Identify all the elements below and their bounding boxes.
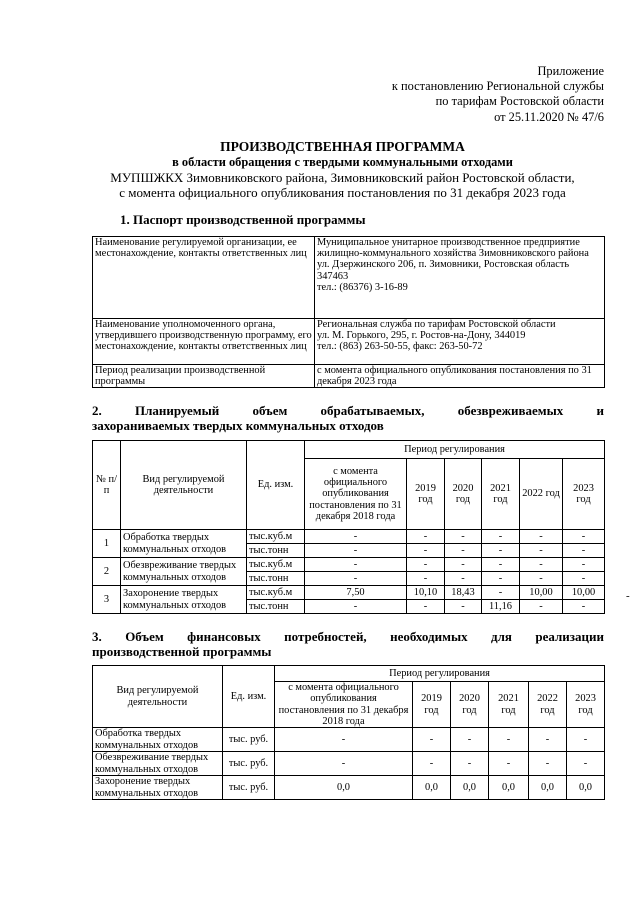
passport-value <box>315 237 605 319</box>
passport-value-line: ул. М. Горького, 295, г. Ростов-на-Дону, 344019 <box>317 330 526 342</box>
cell-value: - <box>563 558 605 572</box>
cell-value: - <box>305 600 407 614</box>
passport-row <box>93 319 605 365</box>
appendix-line: к постановлению Региональной службы <box>391 79 604 94</box>
cell-activity: Обезвреживание твердых коммунальных отходов <box>93 752 223 776</box>
cell-value: - <box>520 530 563 544</box>
header-year: 2022 год <box>520 459 563 530</box>
passport-value-line: тел.: (86376) 3-16-89 <box>317 281 408 293</box>
header-period: Период регулирования <box>275 666 605 682</box>
cell-num: 2 <box>93 558 121 586</box>
cell-value: 0,0 <box>413 776 451 800</box>
cell-value: - <box>445 544 482 558</box>
header-activity: Вид регулируемой деятельности <box>93 666 223 728</box>
cell-value: - <box>305 544 407 558</box>
section3-heading <box>92 629 604 659</box>
cell-value: - <box>445 530 482 544</box>
cell-value: 10,10 <box>407 586 445 600</box>
cell-value: - <box>407 530 445 544</box>
cell-value: - <box>520 544 563 558</box>
cell-unit: тыс.куб.м <box>247 558 305 572</box>
cell-unit: тыс.тонн <box>247 600 305 614</box>
cell-unit: тыс. руб. <box>223 752 275 776</box>
cell-value: - <box>520 572 563 586</box>
header-num: № п/п <box>93 441 121 530</box>
cell-value: 10,00 <box>520 586 563 600</box>
passport-label: Наименование уполномоченного органа, утвердившего производственную программу, его местонахождение, контакты ответственных лиц <box>93 319 315 365</box>
cell-value: - <box>407 544 445 558</box>
passport-row <box>93 365 605 388</box>
cell-value: 11,16 <box>482 600 520 614</box>
cell-value: - <box>305 558 407 572</box>
cell-value: - <box>451 728 489 752</box>
table-row <box>93 530 605 544</box>
cell-value: - <box>563 600 605 614</box>
passport-value-line: с момента официального опубликования постановления по 31 декабря 2023 года <box>317 365 592 388</box>
cell-value: - <box>489 752 529 776</box>
document-title <box>90 139 595 200</box>
cell-value: - <box>567 728 605 752</box>
passport-value-line: Региональная служба по тарифам Ростовской области <box>317 319 556 330</box>
title-main: ПРОИЗВОДСТВЕННАЯ ПРОГРАММА <box>220 139 465 154</box>
header-year: 2021 год <box>482 459 520 530</box>
cell-value: - <box>407 600 445 614</box>
section1-heading: 1. Паспорт производственной программы <box>120 212 366 227</box>
cell-value: - <box>520 558 563 572</box>
passport-label: Наименование регулируемой организации, ее местонахождение, контакты ответственных лиц <box>93 237 315 319</box>
header-activity: Вид регулируемой деятельности <box>121 441 247 530</box>
header-year: 2023 год <box>567 682 605 728</box>
cell-value: 0,0 <box>529 776 567 800</box>
cell-value: - <box>305 572 407 586</box>
section3-heading-line1: 3. Объем финансовых потребностей, необходимых для реализации <box>92 629 604 644</box>
cell-unit: тыс.куб.м <box>247 530 305 544</box>
cell-value: - <box>275 752 413 776</box>
section2-heading-line2: захораниваемых твердых коммунальных отходов <box>92 418 384 433</box>
header-year: 2020 год <box>451 682 489 728</box>
header-year: 2023 год <box>563 459 605 530</box>
cell-activity: Захоронение твердых коммунальных отходов <box>93 776 223 800</box>
table-row <box>93 728 605 752</box>
title-period: с момента официального опубликования постановления по 31 декабря 2023 года <box>119 185 566 200</box>
table-row <box>93 558 605 572</box>
cell-value: - <box>445 572 482 586</box>
passport-table <box>92 236 605 388</box>
cell-activity: Обработка твердых коммунальных отходов <box>93 728 223 752</box>
header-period: Период регулирования <box>305 441 605 459</box>
volume-table <box>92 440 605 614</box>
cell-value: - <box>275 728 413 752</box>
passport-value <box>315 365 605 388</box>
cell-unit: тыс. руб. <box>223 728 275 752</box>
header-year: 2019 год <box>407 459 445 530</box>
header-year: 2020 год <box>445 459 482 530</box>
table-header-row <box>93 666 605 682</box>
cell-unit: тыс.тонн <box>247 544 305 558</box>
cell-num: 3 <box>93 586 121 614</box>
cell-value: 0,0 <box>489 776 529 800</box>
passport-label: Период реализации производственной программы <box>93 365 315 388</box>
title-sub: в области обращения с твердыми коммунальными отходами <box>172 155 513 169</box>
cell-value: 18,43 <box>445 586 482 600</box>
cell-unit: тыс.тонн <box>247 572 305 586</box>
cell-activity: Обезвреживание твердых коммунальных отходов <box>121 558 247 586</box>
cell-value: - <box>567 752 605 776</box>
cell-value: - <box>482 586 520 600</box>
cell-value: - <box>482 530 520 544</box>
passport-row <box>93 237 605 319</box>
section3-heading-line2: производственной программы <box>92 644 272 659</box>
cell-value: - <box>489 728 529 752</box>
margin-mark: - <box>626 590 630 602</box>
cell-value: - <box>529 728 567 752</box>
header-unit: Ед. изм. <box>247 441 305 530</box>
appendix-line: Приложение <box>537 64 604 78</box>
cell-value: - <box>407 558 445 572</box>
header-from: с момента официального опубликования постановления по 31 декабря 2018 года <box>305 459 407 530</box>
cell-value: 10,00 <box>563 586 605 600</box>
header-from: с момента официального опубликования постановления по 31 декабря 2018 года <box>275 682 413 728</box>
header-unit: Ед. изм. <box>223 666 275 728</box>
cell-value: - <box>482 572 520 586</box>
cell-value: - <box>445 558 482 572</box>
cell-unit: тыс. руб. <box>223 776 275 800</box>
header-year: 2021 год <box>489 682 529 728</box>
appendix-line: от 25.11.2020 № 47/6 <box>494 109 604 124</box>
cell-value: - <box>445 600 482 614</box>
passport-value-line: тел.: (863) 263-50-55, факс: 263-50-72 <box>317 341 483 353</box>
cell-value: - <box>413 728 451 752</box>
cell-value: - <box>563 572 605 586</box>
section2-heading <box>92 403 604 433</box>
cell-value: - <box>563 530 605 544</box>
section2-heading-line1: 2. Планируемый объем обрабатываемых, обезвреживаемых и <box>92 403 604 418</box>
cell-activity: Обработка твердых коммунальных отходов <box>121 530 247 558</box>
cell-activity: Захоронение твердых коммунальных отходов <box>121 586 247 614</box>
cell-value: 7,50 <box>305 586 407 600</box>
cell-value: - <box>482 558 520 572</box>
cell-value: 0,0 <box>451 776 489 800</box>
appendix-line: по тарифам Ростовской области <box>435 94 604 109</box>
cell-value: 0,0 <box>567 776 605 800</box>
cell-value: - <box>451 752 489 776</box>
passport-value <box>315 319 605 365</box>
cell-value: - <box>520 600 563 614</box>
cell-value: - <box>563 544 605 558</box>
cell-num: 1 <box>93 530 121 558</box>
table-row <box>93 776 605 800</box>
title-org: МУПШЖКХ Зимовниковского района, Зимовниковский район Ростовской области, <box>110 170 575 185</box>
cell-value: - <box>482 544 520 558</box>
cell-value: - <box>529 752 567 776</box>
cell-value: 0,0 <box>275 776 413 800</box>
cell-value: - <box>305 530 407 544</box>
header-year: 2022 год <box>529 682 567 728</box>
finance-table <box>92 665 605 800</box>
table-header-row <box>93 441 605 459</box>
table-row <box>93 586 605 600</box>
passport-value-line: Муниципальное унитарное производственное предприятие жилищно-коммунального хозяйства Зимовниковского района <box>317 237 589 260</box>
header-year: 2019 год <box>413 682 451 728</box>
cell-value: - <box>413 752 451 776</box>
cell-unit: тыс.куб.м <box>247 586 305 600</box>
cell-value: - <box>407 572 445 586</box>
appendix-header <box>392 64 604 125</box>
table-row <box>93 752 605 776</box>
passport-value-line: ул. Дзержинского 206, п. Зимовники, Ростовская область 347463 <box>317 259 570 282</box>
